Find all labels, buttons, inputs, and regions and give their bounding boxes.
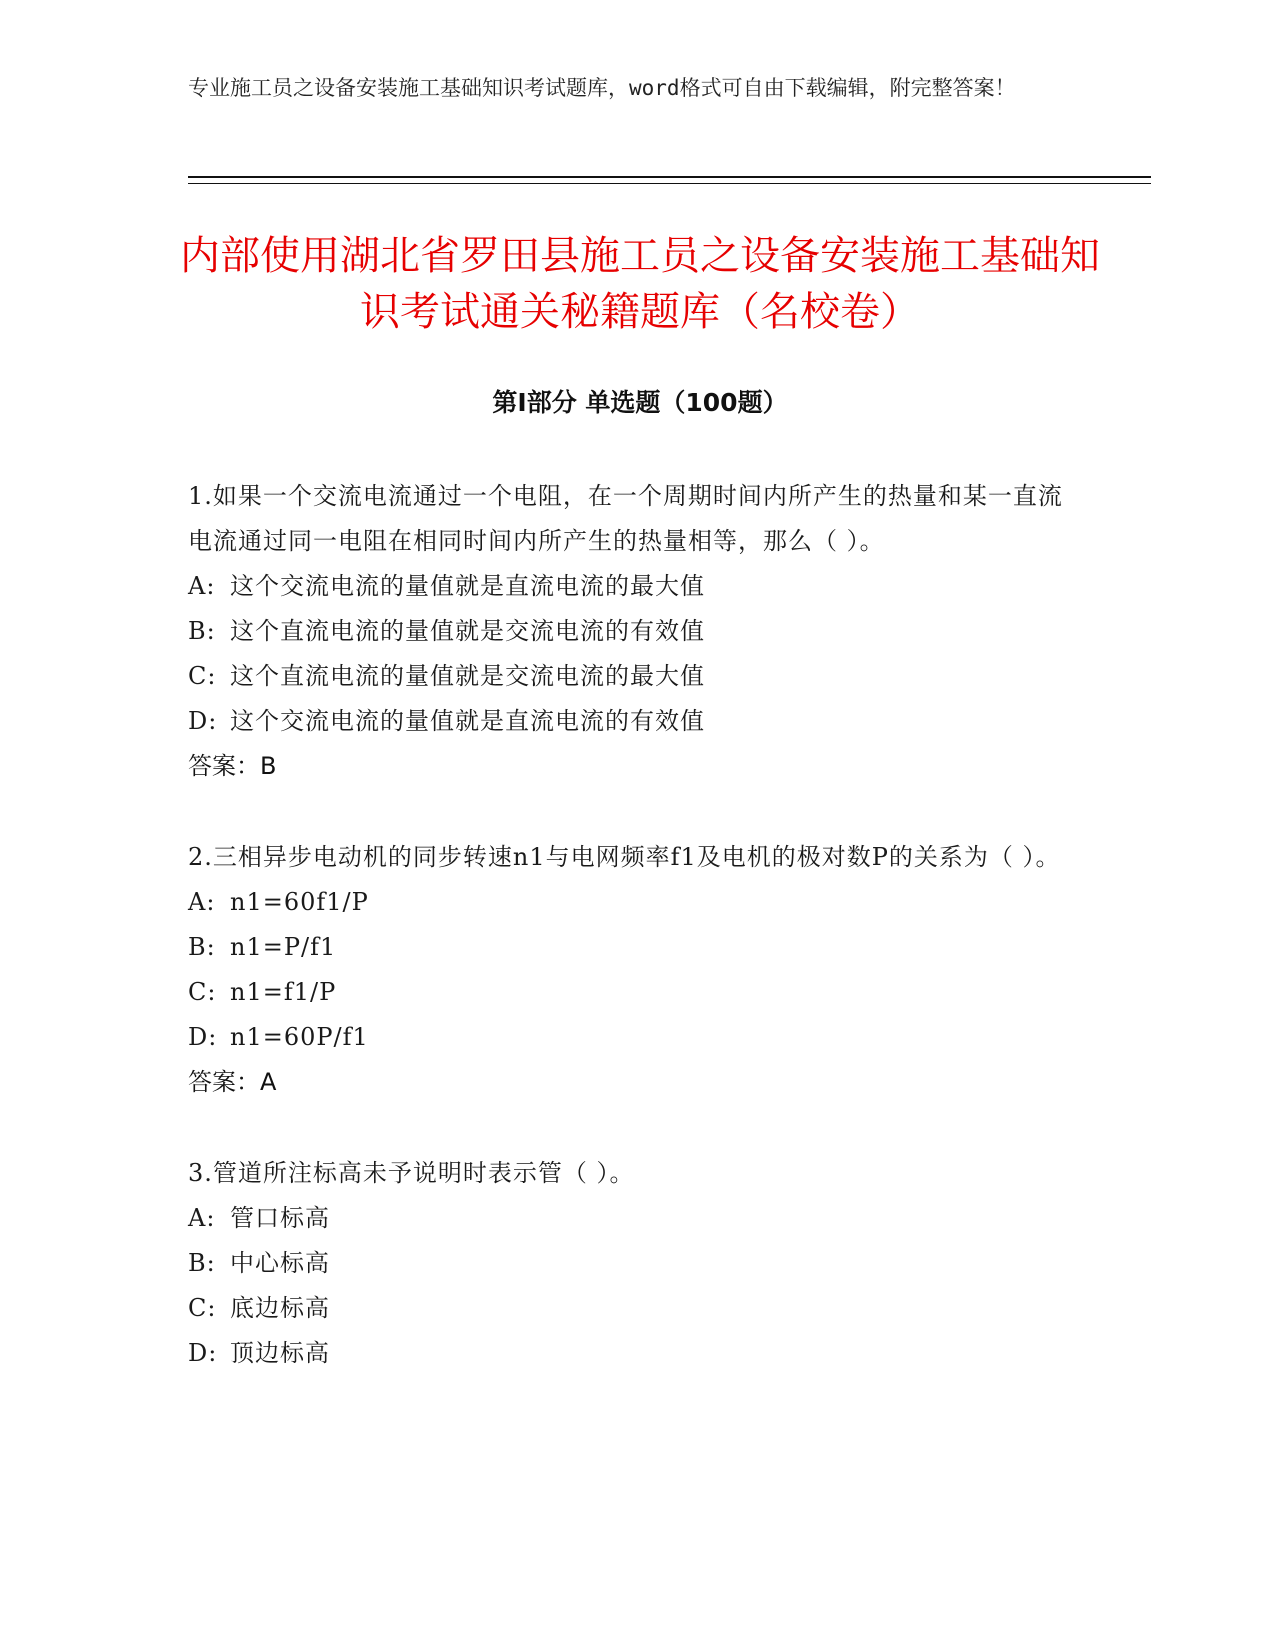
header-note: 专业施工员之设备安装施工基础知识考试题库，word格式可自由下载编辑，附完整答案！ <box>188 76 1016 100</box>
option-key: D: <box>188 1339 218 1367</box>
option-d <box>188 1331 1068 1376</box>
option-text: n1=60f1/P <box>230 888 369 916</box>
option-key: A: <box>188 572 216 600</box>
option-key: D: <box>188 1023 218 1051</box>
question-stem: 3.管道所注标高未予说明时表示管（ ）。 <box>188 1159 635 1187</box>
option-key: A: <box>188 888 216 916</box>
option-c <box>188 970 1068 1015</box>
question-list <box>188 474 1068 1422</box>
option-c <box>188 654 1068 699</box>
question-stem: 2.三相异步电动机的同步转速n1与电网频率f1及电机的极对数P的关系为（ ）。 <box>188 843 1061 871</box>
header-divider-thick <box>188 176 1151 178</box>
option-key: D: <box>188 707 218 735</box>
option-text: n1=60P/f1 <box>230 1023 369 1051</box>
option-text: n1=P/f1 <box>230 933 337 961</box>
option-a <box>188 564 1068 609</box>
option-key: B: <box>188 1249 216 1277</box>
answer-line: 答案：B <box>188 752 277 780</box>
option-a <box>188 880 1068 925</box>
option-text: 这个交流电流的量值就是直流电流的有效值 <box>230 707 705 735</box>
option-key: B: <box>188 617 216 645</box>
option-b <box>188 1241 1068 1286</box>
option-text: 顶边标高 <box>230 1339 330 1367</box>
answer-line: 答案：A <box>188 1068 277 1096</box>
question-1 <box>188 474 1068 789</box>
option-d <box>188 699 1068 744</box>
option-text: 底边标高 <box>230 1294 330 1322</box>
option-text: 这个交流电流的量值就是直流电流的最大值 <box>230 572 705 600</box>
option-b <box>188 609 1068 654</box>
option-b <box>188 925 1068 970</box>
option-key: A: <box>188 1204 216 1232</box>
question-stem: 1.如果一个交流电流通过一个电阻，在一个周期时间内所产生的热量和某一直流电流通过同一电阻在相同时间内所产生的热量相等，那么（ ）。 <box>188 482 1063 555</box>
option-key: B: <box>188 933 216 961</box>
option-key: C: <box>188 978 217 1006</box>
option-text: n1=f1/P <box>230 978 337 1006</box>
header-divider-thin <box>188 183 1151 184</box>
option-key: C: <box>188 1294 217 1322</box>
option-d <box>188 1015 1068 1060</box>
option-key: C: <box>188 662 217 690</box>
option-text: 管口标高 <box>230 1204 330 1232</box>
option-a <box>188 1196 1068 1241</box>
option-text: 这个直流电流的量值就是交流电流的最大值 <box>230 662 705 690</box>
section-heading: 第Ⅰ部分 单选题（100题） <box>492 388 788 417</box>
option-c <box>188 1286 1068 1331</box>
question-3 <box>188 1151 1068 1376</box>
option-text: 中心标高 <box>230 1249 330 1277</box>
document-title: 内部使用湖北省罗田县施工员之设备安装施工基础知识考试通关秘籍题库（名校卷） <box>180 233 1100 335</box>
option-text: 这个直流电流的量值就是交流电流的有效值 <box>230 617 705 645</box>
question-2 <box>188 835 1068 1105</box>
